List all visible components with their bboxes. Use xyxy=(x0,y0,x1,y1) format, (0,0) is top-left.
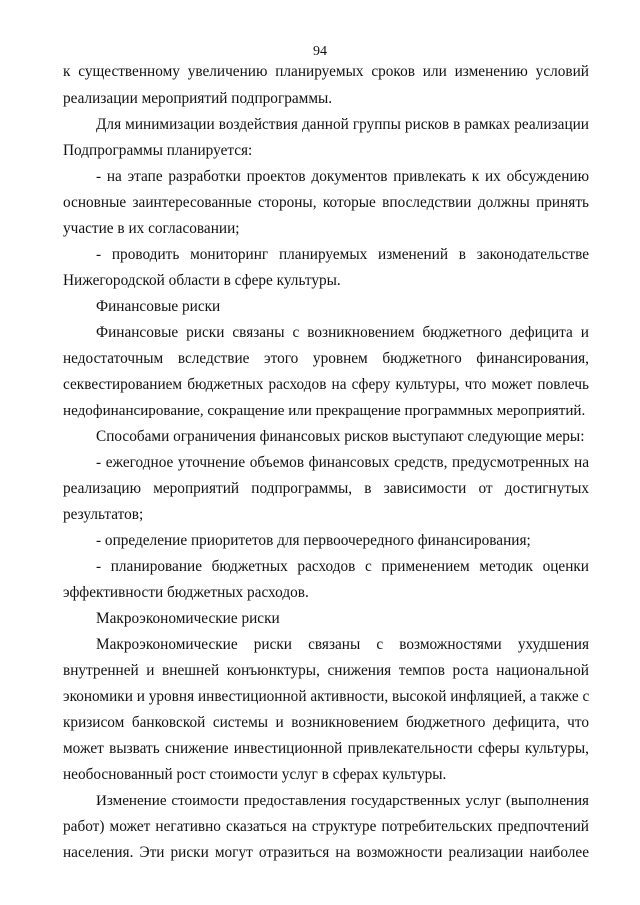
text-line: секвестированием бюджетных расходов на сферу культуры, что может повлечь xyxy=(63,376,589,393)
text-line: Нижегородской области в сфере культуры. xyxy=(63,272,341,289)
text-line: Изменение стоимости предоставления государственных услуг (выполнения xyxy=(96,793,589,809)
text-line: результатов; xyxy=(63,506,144,523)
text-line: к существенному увеличению планируемых сроков или изменению условий xyxy=(63,63,589,80)
page-number: 94 xyxy=(313,44,327,59)
text-line: Для минимизации воздействия данной группы рисков в рамках реализации xyxy=(96,116,589,133)
text-line: недофинансирование, сокращение или прекращение программных мероприятий. xyxy=(63,403,586,419)
text-line: участие в их согласовании; xyxy=(63,220,240,237)
text-line: необоснованный рост стоимости услуг в сферах культуры. xyxy=(63,766,447,783)
text-line: недостаточным вследствие этого уровнем бюджетного финансирования, xyxy=(63,350,589,367)
text-line: Подпрограммы планируется: xyxy=(63,142,253,159)
text-line: работ) может негативно сказаться на структуре потребительских предпочтений xyxy=(63,818,589,835)
text-line: Способами ограничения финансовых рисков выступают следующие меры: xyxy=(96,428,585,445)
text-line: населения. Эти риски могут отразиться на возможности реализации наиболее xyxy=(63,844,589,861)
text-line: - планирование бюджетных расходов с применением методик оценки xyxy=(96,558,589,575)
text-line: кризисом банковской системы и возникновением бюджетного дефицита, что xyxy=(63,714,589,731)
text-line: реализации мероприятий подпрограммы. xyxy=(63,90,333,107)
text-line: - ежегодное уточнение объемов финансовых средств, предусмотренных на xyxy=(96,454,589,471)
text-line: Макроэкономические риски связаны с возможностями ухудшения xyxy=(96,636,589,653)
text-line: внутренней и внешней конъюнктуры, снижения темпов роста национальной xyxy=(63,662,589,679)
text-line: эффективности бюджетных расходов. xyxy=(63,584,309,601)
text-line: - проводить мониторинг планируемых изменений в законодательстве xyxy=(96,246,589,263)
text-line: реализацию мероприятий подпрограммы, в зависимости от достигнутых xyxy=(63,480,589,497)
text-line: Финансовые риски связаны с возникновением бюджетного дефицита и xyxy=(96,324,589,341)
text-line: - на этапе разработки проектов документов привлекать к их обсуждению xyxy=(96,168,589,185)
text-line: экономики и уровня инвестиционной активности, высокой инфляцией, а также с xyxy=(63,688,590,705)
text-line: основные заинтересованные стороны, которые впоследствии должны принять xyxy=(63,194,589,211)
text-line: может вызвать снижение инвестиционной привлекательности сферы культуры, xyxy=(63,740,589,757)
section-heading: Финансовые риски xyxy=(96,298,221,315)
section-heading: Макроэкономические риски xyxy=(96,610,280,627)
text-line: - определение приоритетов для первоочередного финансирования; xyxy=(96,532,531,549)
